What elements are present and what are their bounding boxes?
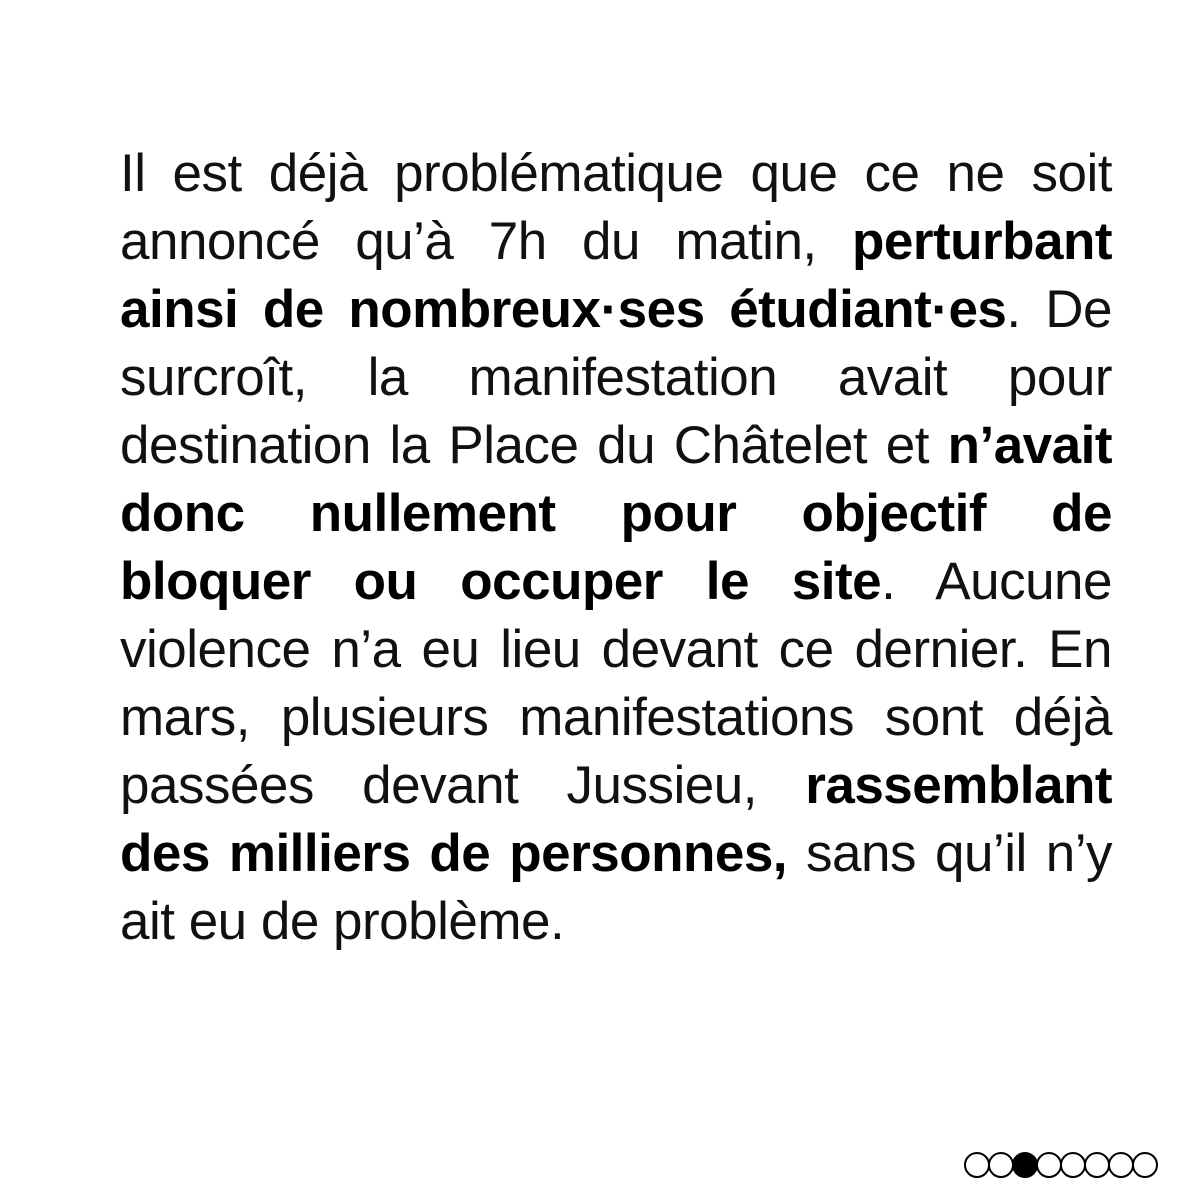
- pagination-dot: [1132, 1152, 1158, 1178]
- text-segment: . Aucune violence n’a eu lieu devant ce dernier. En mars, plusieurs manifestations sont déjà passées devant Jussieu,: [120, 552, 1112, 815]
- bold-text-segment: rassemblant des milliers de personnes,: [120, 756, 1112, 883]
- text-segment: Il est déjà problématique que ce ne soit annoncé qu’à 7h du matin,: [120, 144, 1112, 271]
- text-segment: . De surcroît, la manifestation avait pour destination la Place du Châtelet et: [120, 280, 1112, 475]
- body-paragraph: [120, 140, 1112, 956]
- pagination-dot: [964, 1152, 990, 1178]
- bold-text-segment: perturbant ainsi de nombreux·ses étudiant·es: [120, 212, 1112, 339]
- pagination-dot: [1084, 1152, 1110, 1178]
- pagination-dot: [1108, 1152, 1134, 1178]
- pagination-dot: [1036, 1152, 1062, 1178]
- pagination-dots: [964, 1149, 1156, 1181]
- text-segment: sans qu’il n’y ait eu de problème.: [120, 824, 1112, 951]
- pagination-dot: [988, 1152, 1014, 1178]
- bold-text-segment: n’avait donc nullement pour objectif de bloquer ou occuper le site: [120, 416, 1112, 611]
- pagination-dot: [1060, 1152, 1086, 1178]
- pagination-dot-active: [1012, 1152, 1038, 1178]
